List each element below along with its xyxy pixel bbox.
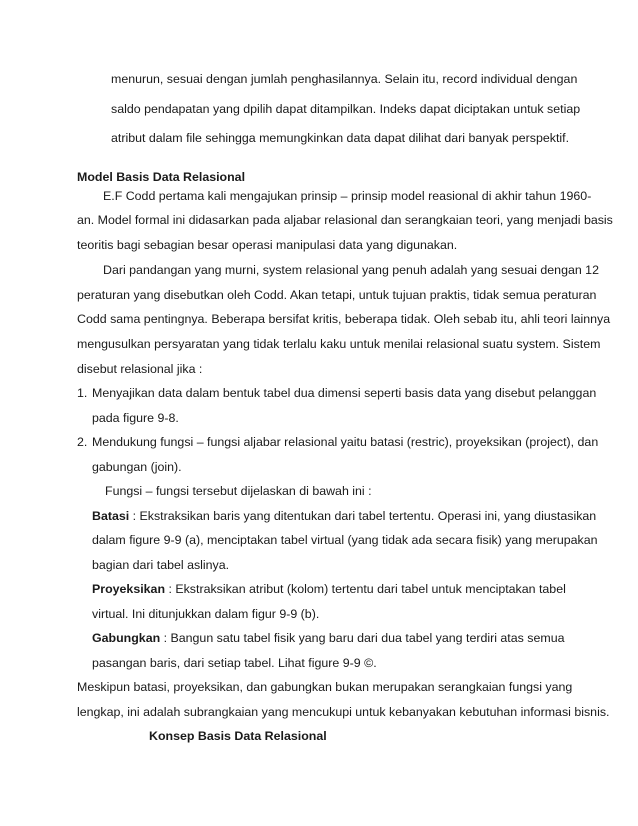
section-heading: Konsep Basis Data Relasional bbox=[149, 729, 327, 743]
paragraph-line: Meskipun batasi, proyeksikan, dan gabungkan bukan merupakan serangkaian fungsi yang bbox=[77, 680, 573, 694]
list-item: pada figure 9-8. bbox=[92, 411, 179, 425]
definition-line bbox=[92, 630, 565, 646]
intro-line: menurun, sesuai dengan jumlah penghasilannya. Selain itu, record individual dengan bbox=[111, 72, 578, 86]
intro-line: atribut dalam file sehingga memungkinkan data dapat dilihat dari banyak perspektif. bbox=[111, 131, 570, 145]
paragraph-line: teoritis bagi sebagian besar operasi manipulasi data yang digunakan. bbox=[77, 238, 458, 252]
definition-line: pasangan baris, dari setiap tabel. Lihat figure 9-9 ©. bbox=[92, 656, 377, 670]
list-item: gabungan (join). bbox=[92, 460, 182, 474]
list-item: Mendukung fungsi – fungsi aljabar relasional yaitu batasi (restric), proyeksikan (project), dan bbox=[92, 435, 599, 449]
paragraph-line: mengusulkan persyaratan yang tidak terlalu kaku untuk menilai relasional suatu system. Sistem bbox=[77, 337, 601, 351]
definition-text: : Ekstraksikan atribut (kolom) tertentu dari tabel untuk menciptakan tabel bbox=[165, 582, 566, 596]
section-heading: Model Basis Data Relasional bbox=[77, 170, 246, 184]
definition-term: Batasi bbox=[92, 509, 130, 523]
definition-line: dalam figure 9-9 (a), menciptakan tabel virtual (yang tidak ada secara fisik) yang merupakan bbox=[92, 533, 598, 547]
definition-text: : Bangun satu tabel fisik yang baru dari dua tabel yang terdiri atas semua bbox=[160, 631, 565, 645]
definition-term: Proyeksikan bbox=[92, 582, 166, 596]
intro-line: saldo pendapatan yang dpilih dapat ditampilkan. Indeks dapat diciptakan untuk setiap bbox=[111, 102, 581, 116]
paragraph-line: an. Model formal ini didasarkan pada aljabar relasional dan serangkaian teori, yang menjadi basis bbox=[77, 213, 613, 227]
paragraph-line: peraturan yang disebutkan oleh Codd. Akan tetapi, untuk tujuan praktis, tidak semua peraturan bbox=[77, 288, 597, 302]
definition-line: virtual. Ini ditunjukkan dalam figur 9-9 (b). bbox=[92, 607, 320, 621]
definition-line: bagian dari tabel aslinya. bbox=[92, 558, 230, 572]
definition-text: : Ekstraksikan baris yang ditentukan dari tabel tertentu. Operasi ini, yang diustasikan bbox=[129, 509, 597, 523]
list-number: 1. bbox=[77, 386, 88, 400]
definition-line bbox=[92, 581, 566, 597]
definition-line bbox=[92, 508, 597, 524]
paragraph-line: E.F Codd pertama kali mengajukan prinsip – prinsip model reasional di akhir tahun 1960- bbox=[103, 189, 592, 203]
definition-term: Gabungkan bbox=[92, 631, 161, 645]
list-number: 2. bbox=[77, 435, 88, 449]
paragraph-line: Codd sama pentingnya. Beberapa bersifat kritis, beberapa tidak. Oleh sebab itu, ahli teori lainnya bbox=[77, 312, 611, 326]
paragraph-line: disebut relasional jika : bbox=[77, 362, 203, 376]
paragraph-line: lengkap, ini adalah subrangkaian yang mencukupi untuk kebanyakan kebutuhan informasi bisnis. bbox=[77, 705, 610, 719]
paragraph-line: Dari pandangan yang murni, system relasional yang penuh adalah yang sesuai dengan 12 bbox=[103, 263, 599, 277]
list-item: Menyajikan data dalam bentuk tabel dua dimensi seperti basis data yang disebut pelanggan bbox=[92, 386, 597, 400]
functions-intro: Fungsi – fungsi tersebut dijelaskan di bawah ini : bbox=[105, 484, 372, 498]
